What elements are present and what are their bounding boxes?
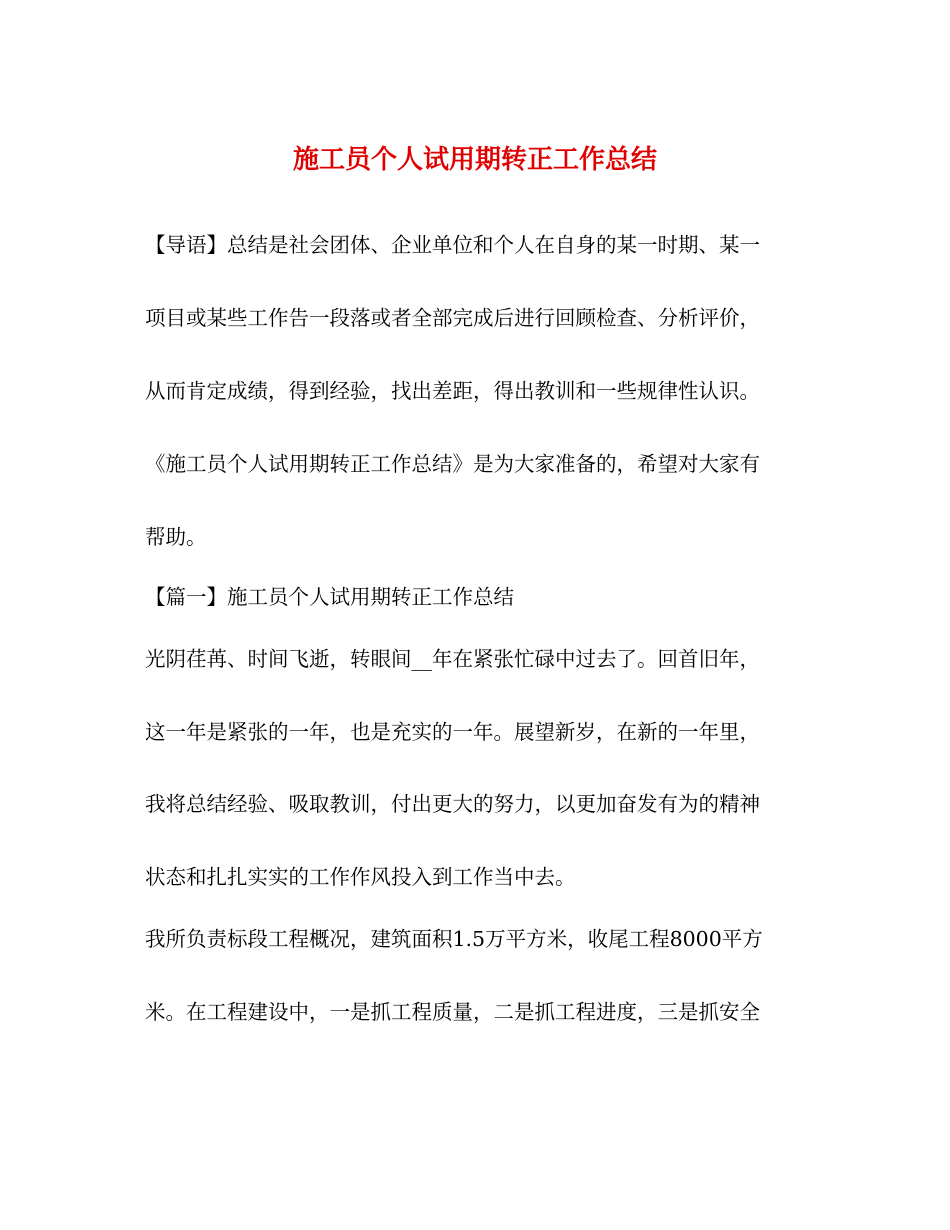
text-line-para2-2: 米。在工程建设中，一是抓工程质量，二是抓工程进度，三是抓安全 <box>145 1000 760 1024</box>
text-line-para2-1: 我所负责标段工程概况，建筑面积1.5万平方米，收尾工程8000平方 <box>145 927 763 951</box>
document-title: 施工员个人试用期转正工作总结 <box>292 145 657 175</box>
text-line-intro-3: 从而肯定成绩，得到经验，找出差距，得出教训和一些规律性认识。 <box>145 379 760 403</box>
text-line-intro-5: 帮助。 <box>145 525 207 549</box>
text-line-para1-1: 光阴荏苒、时间飞逝，转眼间__年在紧张忙碌中过去了。回首旧年， <box>145 647 760 671</box>
text-line-intro-1: 【导语】总结是社会团体、企业单位和个人在自身的某一时期、某一 <box>145 233 760 257</box>
text-line-para1-4: 状态和扎扎实实的工作作风投入到工作当中去。 <box>145 865 576 889</box>
text-line-intro-2: 项目或某些工作告一段落或者全部完成后进行回顾检查、分析评价， <box>145 306 760 330</box>
text-line-para1-2: 这一年是紧张的一年，也是充实的一年。展望新岁，在新的一年里， <box>145 720 760 744</box>
text-line-intro-4: 《施工员个人试用期转正工作总结》是为大家准备的，希望对大家有 <box>145 452 760 476</box>
text-line-para1-3: 我将总结经验、吸取教训，付出更大的努力，以更加奋发有为的精神 <box>145 792 760 816</box>
section-heading: 【篇一】施工员个人试用期转正工作总结 <box>145 585 514 609</box>
